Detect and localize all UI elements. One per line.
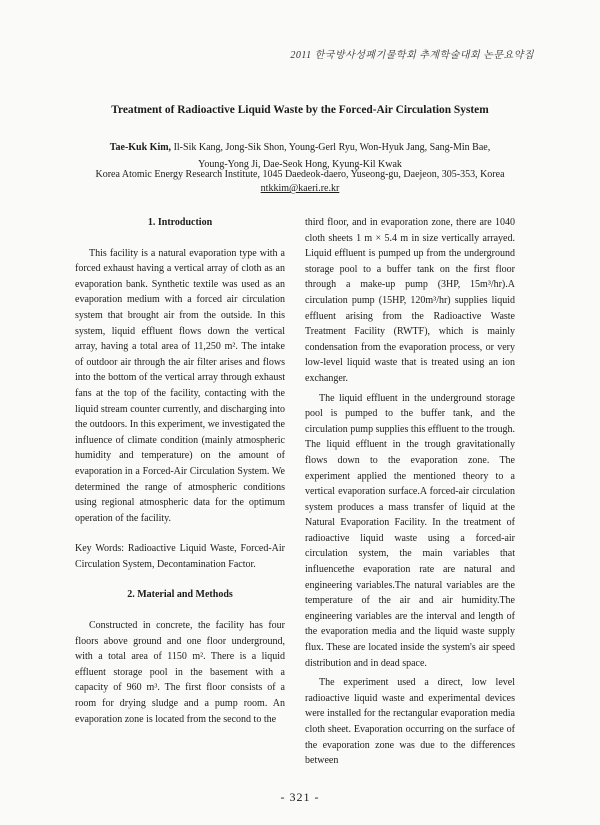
co-authors-1: Il-Sik Kang, Jong-Sik Shon, Young-Gerl Ryu, Won-Hyuk Jang, Sang-Min Bae, xyxy=(171,142,491,153)
paper-title: Treatment of Radioactive Liquid Waste by the Forced-Air Circulation System xyxy=(111,104,489,116)
keywords: Key Words: Radioactive Liquid Waste, Forced-Air Circulation System, Decontamination Factor. xyxy=(75,543,285,570)
affiliation-block xyxy=(0,168,600,196)
methods-paragraph-3: The experiment used a direct, low level radioactive liquid waste and experimental devices were installed for the rectangular evaporation media cloth sheet. Evaporation occurring on the surface of the evaporation zone was due to the differences between xyxy=(305,677,515,767)
page-number: - 321 - xyxy=(280,790,320,804)
introduction-text: This facility is a natural evaporation type with a forced exhaust having a vertical array of cloth as an evaporation bank. Synthetic textile was used as an evaporation medium with a forced air circulation system that brought air from the outside. In this system, liquid effluent flows down the vertical array, having a total area of 11,250 m². The intake of outdoor air through the air filter arises and flows into the bottom of the vertical array through exhaust fans at the top of the facility, contacting with the liquid stream counter currently, and discharging into the outdoors. In this experiment, we investigated the influence of climate condition (mainly atmospheric humidity and temperature) on the amount of evaporation in a Forced-Air Circulation System. We determined the range of atmospheric conditions using regional atmospheric data for the optimum operation of the facility. xyxy=(75,247,285,524)
author-line-1 xyxy=(0,140,600,157)
author-email[interactable]: ntkkim@kaeri.re.kr xyxy=(260,183,340,194)
author-line-2: Young-Yong Ji, Dae-Seok Hong, Kyung-Kil Kwak xyxy=(198,158,402,170)
left-column xyxy=(75,215,285,727)
methods-heading: 2. Material and Methods xyxy=(127,589,233,601)
first-author: Tae-Kuk Kim, xyxy=(109,142,172,153)
methods-paragraph-1: third floor, and in evaporation zone, there are 1040 cloth sheets 1 m × 5.4 m in size vertically arrayed. Liquid effluent is pumped up from the underground storage pool to a buffer tank on the first floor through a make-up pump (3HP, 15m³/hr).A circulation pump (15HP, 120m³/hr) supplies liquid effluent arising from the Radioactive Waste Treatment Facility (RWTF), which is mainly condensation from the evaporation process, or very low-level liquid waste that is treated using an ion exchanger. xyxy=(305,217,515,384)
methods-paragraph-2: The liquid effluent in the underground storage pool is pumped to the buffer tank, and the circulation pump supplies this effluent to the trough. The liquid effluent in the trough gravitationally flows down to the evaporation zone. The experiment applied the mentioned theory to a vertical evaporation surface.A forced-air circulation system produces a mass transfer of liquid at the Natural Evaporation Facility. In the treatment of radioactive liquid waste using a forced-air circulation system, the main variables that influencethe evaporation rate are natural and engineering variables.The natural variables are the temperature of the air and air humidity.The engineering variables are the interval and length of the evaporation media and the liquid waste supply flux. These are located inside the system's air speed distribution and in dead space. xyxy=(305,392,515,669)
affiliation: Korea Atomic Energy Research Institute, 1045 Daedeok-daero, Yuseong-gu, Daejeon, 305-353, Korea xyxy=(95,169,505,180)
methods-text: Constructed in concrete, the facility has four floors above ground and one floor underground, with a total area of 1150 m². There is a liquid effluent storage pool in the basement with a capacity of 960 m³. The first floor consists of a room for drying sludge and a pump room. An evaporation zone is located from the second to the xyxy=(75,620,285,725)
right-column xyxy=(305,215,515,769)
proceedings-header: 2011 한국방사성폐기물학회 추계학술대회 논문요약집 xyxy=(290,50,534,61)
introduction-heading: 1. Introduction xyxy=(147,217,213,228)
